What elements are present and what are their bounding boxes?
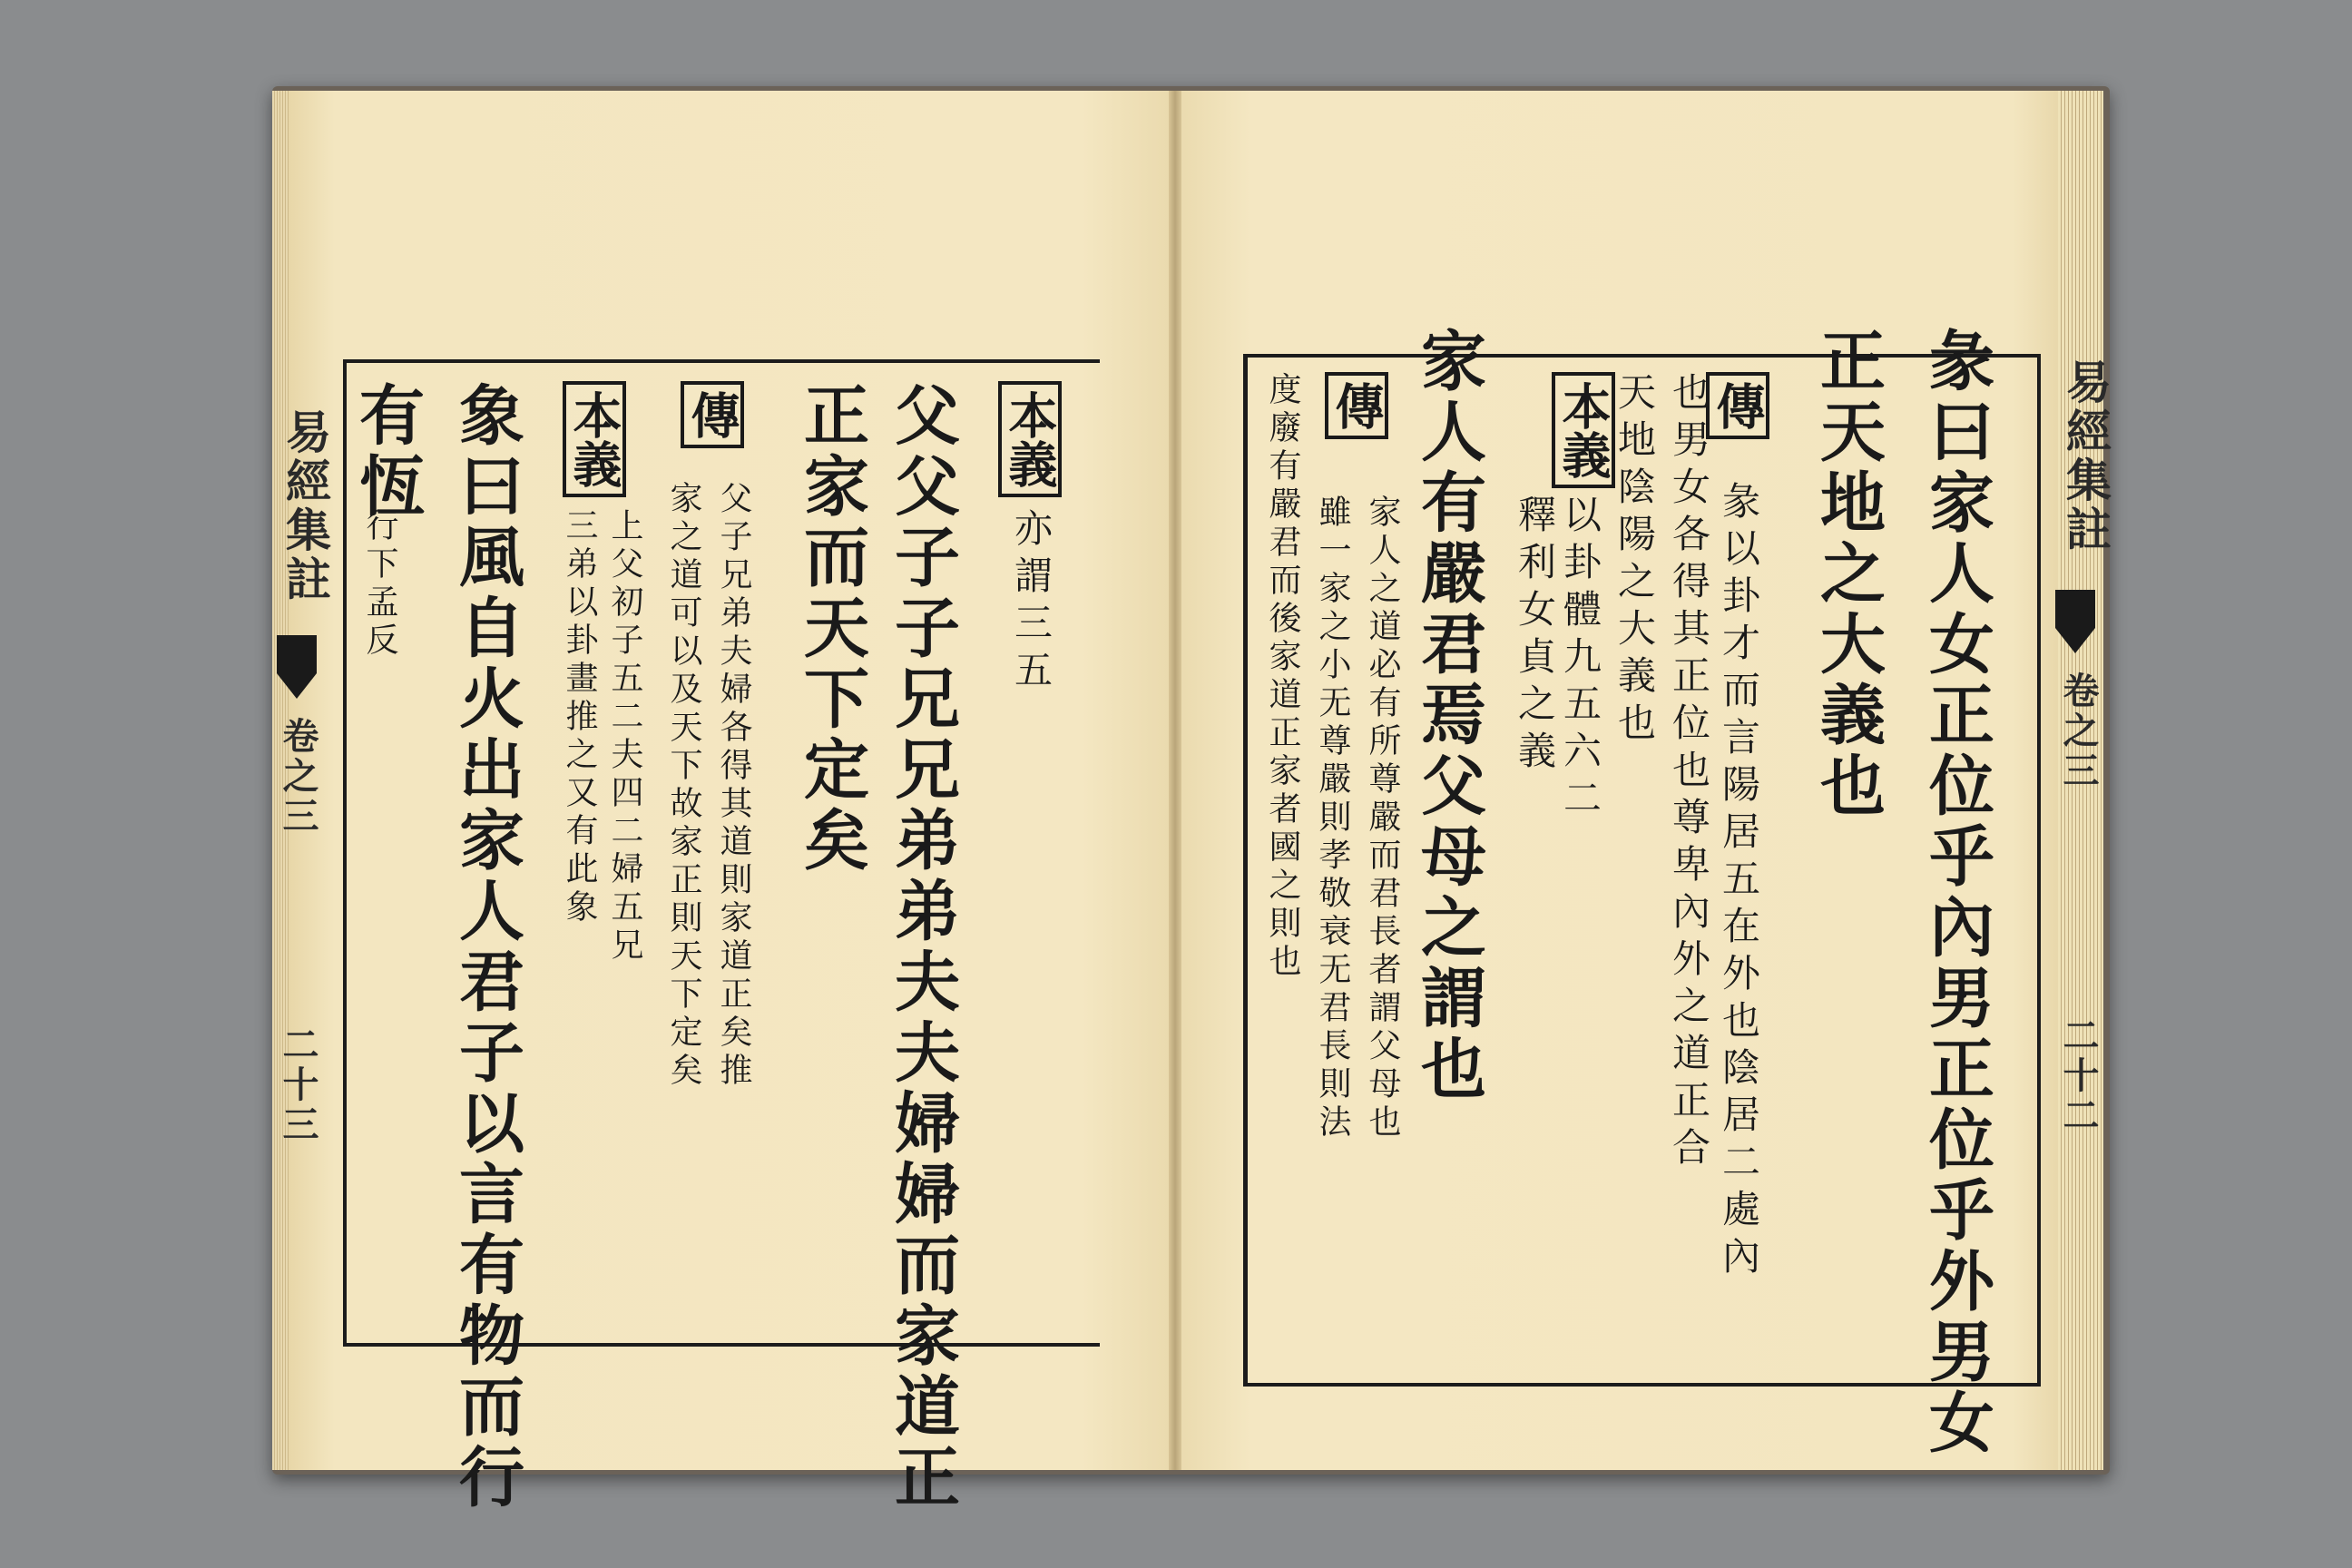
left-note-col-1: 亦謂三五 [1009, 508, 1054, 697]
right-text-col-2: 正天地之大義也 [1809, 327, 1886, 822]
tag-benyi: 本義 [998, 381, 1062, 497]
left-note-col-6: 行下孟反 [361, 508, 398, 661]
right-note-col-7: 雖一家之小无尊嚴則孝敬衰无君長則法 [1314, 495, 1351, 1142]
left-margin-title: 易經集註 [279, 408, 332, 604]
left-note-col-5: 三弟以卦畫推之又有此象 [561, 508, 598, 927]
left-note-col-4: 上父初子五二夫四二婦五兄 [606, 508, 643, 965]
left-text-col-4: 有恆 [348, 381, 426, 523]
right-margin-volume: 卷之三 [2057, 671, 2100, 791]
right-note-col-5: 釋利女貞之義 [1513, 495, 1557, 778]
right-folio: 二十二 [2057, 1016, 2100, 1136]
left-text-col-3: 象曰風自火出家人君子以言有物而行 [448, 381, 525, 1514]
right-text-col-3: 家人有嚴君焉父母之謂也 [1410, 327, 1487, 1105]
right-note-col-3: 天地陰陽之大義也 [1612, 372, 1657, 750]
left-text-col-2: 正家而天下定矣 [793, 381, 870, 877]
tag-benyi-2: 本義 [563, 381, 626, 497]
tag-zhuan: 傳 [681, 381, 744, 448]
right-note-col-8: 度廢有嚴君而後家道正家者國之則也 [1264, 372, 1301, 982]
tag-zhuan-right-2: 傳 [1325, 372, 1388, 439]
right-note-col-4: 以卦體九五六二 [1558, 495, 1602, 825]
left-folio: 二十三 [277, 1025, 319, 1145]
left-note-col-3: 家之道可以及天下故家正則天下定矣 [665, 481, 702, 1091]
left-text-col-1: 父父子子兄兄弟弟夫夫婦婦而家道正 [884, 381, 961, 1514]
right-note-col-1: 彖以卦才而言陽居五在外也陰居二處內 [1717, 481, 1761, 1283]
right-note-col-2: 也男女各得其正位也尊卑內外之道正合 [1667, 372, 1711, 1174]
book-gutter [1169, 91, 1181, 1470]
tag-benyi-right: 本義 [1552, 372, 1615, 488]
tag-zhuan-right: 傳 [1706, 372, 1769, 439]
right-text-col-1: 彖曰家人女正位乎內男正位乎外男女 [1918, 327, 1995, 1459]
right-margin-title: 易經集註 [2059, 358, 2112, 554]
left-note-col-2: 父子兄弟夫婦各得其道則家道正矣推 [715, 481, 752, 1091]
right-note-col-6: 家人之道必有所尊嚴而君長者謂父母也 [1364, 495, 1401, 1142]
left-margin-volume: 卷之三 [277, 717, 319, 837]
